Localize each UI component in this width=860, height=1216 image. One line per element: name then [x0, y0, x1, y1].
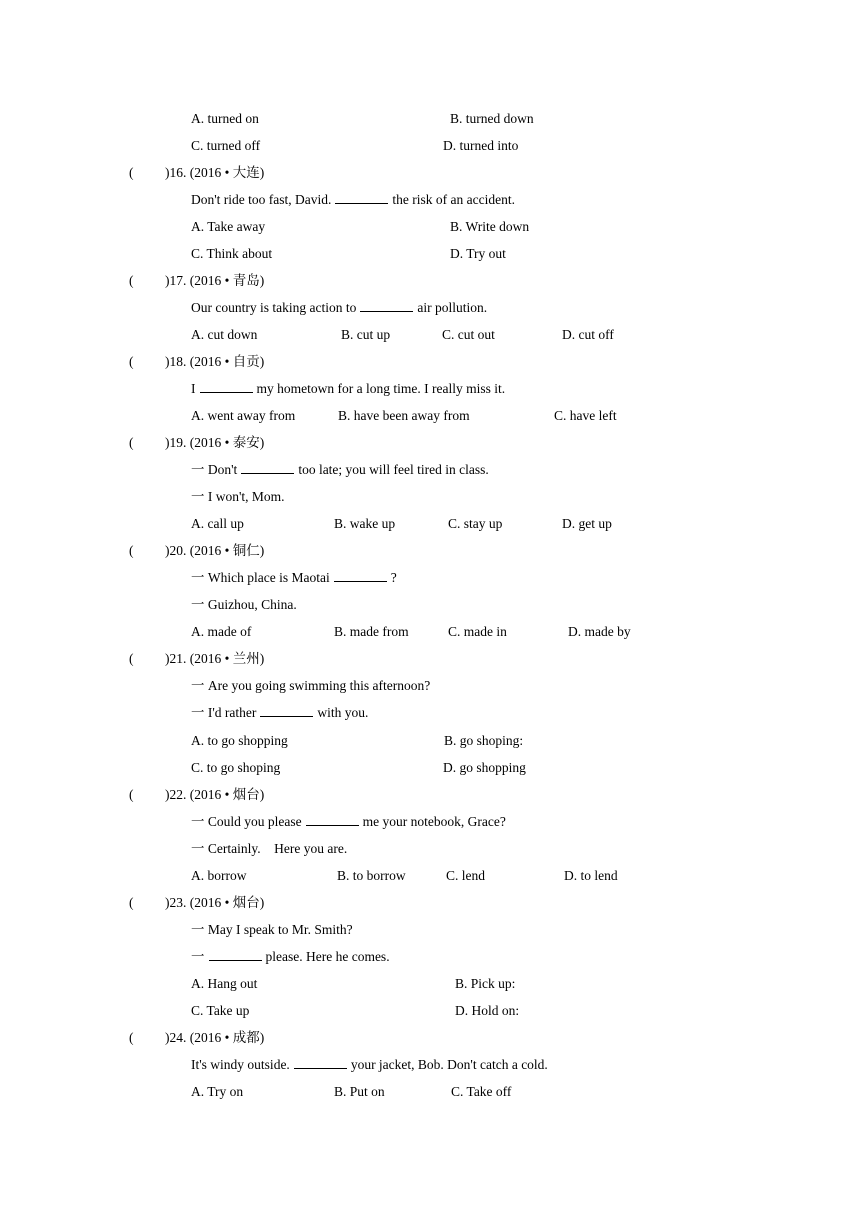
- dialogue-line: 一 Certainly. Here you are.: [191, 841, 348, 856]
- answer-blank: [200, 380, 253, 393]
- option-b: B. turned down: [450, 111, 534, 126]
- option-d: D. cut off: [562, 327, 614, 342]
- dialogue-line: 一 Guizhou, China.: [191, 597, 297, 612]
- option-a: A. turned on: [191, 111, 259, 126]
- answer-paren: (: [129, 354, 134, 369]
- stem-text: with you.: [317, 705, 369, 720]
- option-a: A. cut down: [191, 327, 258, 342]
- dialogue-line: 一 Are you going swimming this afternoon?: [191, 678, 431, 693]
- answer-blank: [260, 704, 313, 717]
- dialogue-line: [191, 461, 489, 479]
- stem-text: It's windy outside.: [191, 1057, 290, 1072]
- option-b: B. to borrow: [337, 868, 406, 883]
- answer-paren: (: [129, 435, 134, 450]
- question-number: )22. (2016 • 烟台): [165, 787, 265, 802]
- option-b: B. go shoping:: [444, 733, 524, 748]
- option-b: B. made from: [334, 624, 409, 639]
- question-number: )24. (2016 • 成都): [165, 1030, 265, 1045]
- option-b: B. wake up: [334, 516, 396, 531]
- option-d: D. to lend: [564, 868, 618, 883]
- answer-blank: [209, 948, 262, 961]
- answer-paren: (: [129, 165, 134, 180]
- option-a: A. Hang out: [191, 976, 258, 991]
- stem-text: Don't ride too fast, David.: [191, 192, 332, 207]
- answer-blank: [241, 461, 294, 474]
- stem-text: too late; you will feel tired in class.: [298, 462, 489, 477]
- option-c: C. have left: [554, 408, 617, 423]
- stem-text: ?: [390, 570, 397, 585]
- option-b: B. cut up: [341, 327, 391, 342]
- option-c: C. Think about: [191, 246, 273, 261]
- option-a: A. made of: [191, 624, 252, 639]
- stem-text: me your notebook, Grace?: [362, 814, 506, 829]
- dialogue-line: [191, 569, 397, 587]
- option-a: A. borrow: [191, 868, 247, 883]
- option-d: D. go shopping: [443, 760, 526, 775]
- stem-text: I: [191, 381, 196, 396]
- option-b: B. Write down: [450, 219, 530, 234]
- question-number: )23. (2016 • 烟台): [165, 895, 265, 910]
- option-a: A. Take away: [191, 219, 266, 234]
- dialogue-line: [191, 704, 368, 722]
- stem-text: 一: [191, 949, 205, 964]
- option-b: B. have been away from: [338, 408, 470, 423]
- option-d: D. get up: [562, 516, 612, 531]
- answer-blank: [360, 299, 413, 312]
- option-d: D. made by: [568, 624, 631, 639]
- option-d: D. turned into: [443, 138, 519, 153]
- option-d: D. Try out: [450, 246, 506, 261]
- dialogue-line: [191, 948, 390, 966]
- question-stem: [191, 380, 505, 398]
- question-stem: [191, 191, 515, 209]
- dialogue-line: 一 May I speak to Mr. Smith?: [191, 922, 353, 937]
- option-c: C. stay up: [448, 516, 503, 531]
- stem-text: the risk of an accident.: [392, 192, 515, 207]
- option-a: A. to go shopping: [191, 733, 288, 748]
- question-number: )20. (2016 • 铜仁): [165, 543, 265, 558]
- stem-text: 一 Which place is Maotai: [191, 570, 330, 585]
- stem-text: Our country is taking action to: [191, 300, 357, 315]
- question-number: )16. (2016 • 大连): [165, 165, 265, 180]
- option-b: B. Pick up:: [455, 976, 516, 991]
- option-c: C. lend: [446, 868, 485, 883]
- option-c: C. made in: [448, 624, 507, 639]
- answer-blank: [306, 813, 359, 826]
- option-a: A. went away from: [191, 408, 296, 423]
- option-c: C. cut out: [442, 327, 495, 342]
- option-c: C. to go shoping: [191, 760, 281, 775]
- option-c: C. Take up: [191, 1003, 250, 1018]
- dialogue-line: 一 I won't, Mom.: [191, 489, 285, 504]
- dialogue-line: [191, 813, 506, 831]
- answer-blank: [334, 569, 387, 582]
- question-number: )17. (2016 • 青岛): [165, 273, 265, 288]
- answer-blank: [294, 1056, 347, 1069]
- stem-text: air pollution.: [417, 300, 488, 315]
- stem-text: please. Here he comes.: [265, 949, 390, 964]
- answer-paren: (: [129, 543, 134, 558]
- stem-text: my hometown for a long time. I really miss it.: [256, 381, 506, 396]
- answer-paren: (: [129, 651, 134, 666]
- stem-text: your jacket, Bob. Don't catch a cold.: [350, 1057, 548, 1072]
- stem-text: 一 Don't: [191, 462, 238, 477]
- option-d: D. Hold on:: [455, 1003, 520, 1018]
- option-a: A. call up: [191, 516, 244, 531]
- stem-text: 一 Could you please: [191, 814, 302, 829]
- question-number: )18. (2016 • 自贡): [165, 354, 265, 369]
- answer-paren: (: [129, 1030, 134, 1045]
- answer-paren: (: [129, 273, 134, 288]
- option-c: C. Take off: [451, 1084, 512, 1099]
- option-c: C. turned off: [191, 138, 261, 153]
- question-stem: [191, 1056, 548, 1074]
- answer-paren: (: [129, 787, 134, 802]
- answer-blank: [335, 191, 388, 204]
- question-stem: [191, 299, 487, 317]
- question-number: )21. (2016 • 兰州): [165, 651, 265, 666]
- option-b: B. Put on: [334, 1084, 385, 1099]
- answer-paren: (: [129, 895, 134, 910]
- question-number: )19. (2016 • 泰安): [165, 435, 265, 450]
- stem-text: 一 I'd rather: [191, 705, 257, 720]
- option-a: A. Try on: [191, 1084, 244, 1099]
